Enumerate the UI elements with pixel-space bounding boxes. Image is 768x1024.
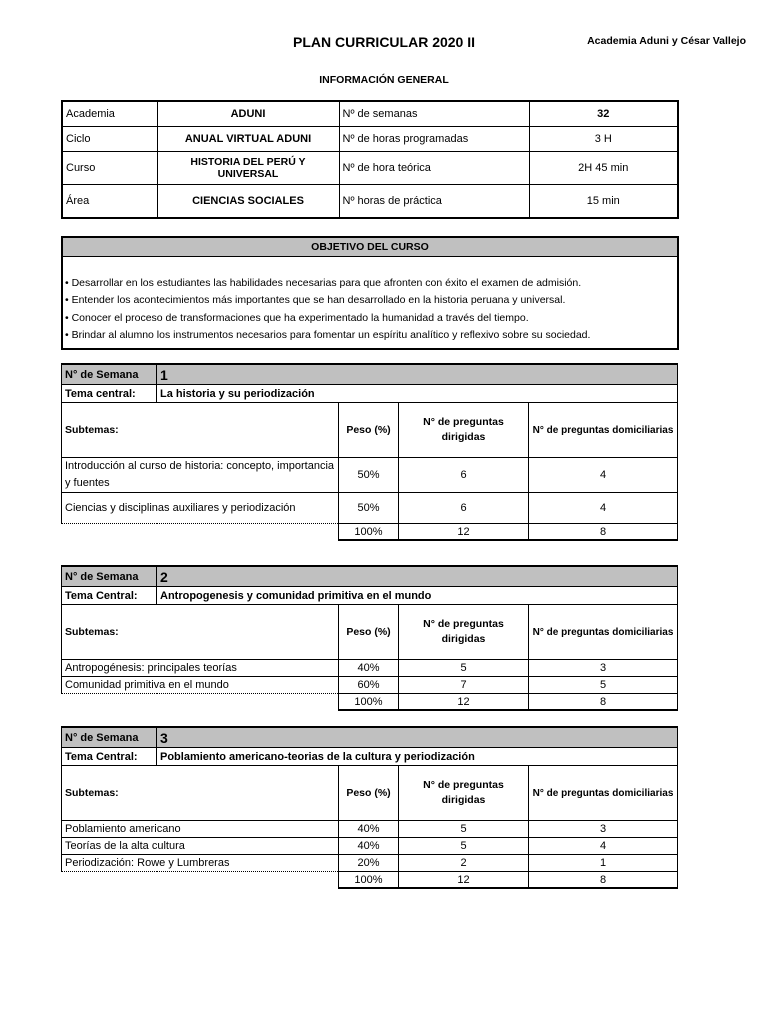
subtopic-cell: Introducción al curso de historia: concepto, importancia y fuentes	[62, 458, 339, 493]
weight-header: Peso (%)	[339, 403, 399, 458]
column-header-row	[62, 605, 678, 660]
weight-cell: 40%	[339, 660, 399, 677]
tema-row	[62, 748, 678, 766]
home-cell: 4	[529, 493, 678, 524]
tema-row	[62, 587, 678, 605]
info-label: Área	[62, 185, 157, 219]
table-row	[62, 493, 678, 524]
tema-row	[62, 385, 678, 403]
tema-value: Poblamiento americano-teorias de la cultura y periodización	[157, 748, 678, 766]
info-value: ANUAL VIRTUAL ADUNI	[157, 127, 339, 152]
weight-cell: 40%	[339, 838, 399, 855]
weight-cell: 50%	[339, 493, 399, 524]
directed-cell: 7	[399, 677, 529, 694]
home-cell: 1	[529, 855, 678, 872]
directed-cell: 6	[399, 458, 529, 493]
home-header: N° de preguntas domiciliarias	[529, 605, 678, 660]
objective-list	[63, 257, 677, 344]
tema-value: Antropogenesis y comunidad primitiva en el mundo	[157, 587, 678, 605]
objective-item: • Conocer el proceso de transformaciones que ha experimentado la humanidad a través del tiempo.	[65, 311, 529, 324]
column-header-row	[62, 403, 678, 458]
directed-cell: 5	[399, 821, 529, 838]
info-value: ADUNI	[157, 101, 339, 127]
info-row	[62, 101, 678, 127]
academy-name: Academia Aduni y César Vallejo	[587, 35, 746, 47]
weight-cell: 60%	[339, 677, 399, 694]
weight-header: Peso (%)	[339, 766, 399, 821]
subtopic-cell: Ciencias y disciplinas auxiliares y periodización	[62, 493, 339, 524]
week-2-table	[61, 565, 678, 711]
weight-cell: 20%	[339, 855, 399, 872]
table-row	[62, 821, 678, 838]
section-title-general-info: INFORMACIÓN GENERAL	[319, 74, 449, 86]
week-label: N° de Semana	[62, 364, 157, 385]
subtopic-cell: Poblamiento americano	[62, 821, 339, 838]
column-header-row	[62, 766, 678, 821]
info-label: Curso	[62, 152, 157, 185]
info-row	[62, 127, 678, 152]
subtopic-cell: Comunidad primitiva en el mundo	[62, 677, 339, 694]
total-weight: 100%	[339, 694, 399, 711]
table-row	[62, 855, 678, 872]
tema-label: Tema Central:	[62, 587, 157, 605]
info-value: 3 H	[529, 127, 678, 152]
info-value: 2H 45 min	[529, 152, 678, 185]
tema-label: Tema Central:	[62, 748, 157, 766]
info-label: Nº de horas programadas	[339, 127, 529, 152]
weight-cell: 40%	[339, 821, 399, 838]
total-weight: 100%	[339, 524, 399, 541]
info-row	[62, 185, 678, 219]
weight-cell: 50%	[339, 458, 399, 493]
tema-label: Tema central:	[62, 385, 157, 403]
home-header: N° de preguntas domiciliarias	[529, 766, 678, 821]
subtopics-header: Subtemas:	[62, 605, 339, 660]
total-row	[62, 524, 678, 541]
week-3-table	[61, 726, 678, 889]
week-number: 1	[157, 364, 678, 385]
directed-header: N° de preguntas dirigidas	[399, 766, 529, 821]
table-row	[62, 660, 678, 677]
tema-value: La historia y su periodización	[157, 385, 678, 403]
home-cell: 4	[529, 458, 678, 493]
info-label: Nº de hora teórica	[339, 152, 529, 185]
info-value: CIENCIAS SOCIALES	[157, 185, 339, 219]
total-row	[62, 694, 678, 711]
directed-cell: 6	[399, 493, 529, 524]
objective-title: OBJETIVO DEL CURSO	[63, 238, 677, 257]
total-home: 8	[529, 524, 678, 541]
week-number: 2	[157, 566, 678, 587]
table-row	[62, 677, 678, 694]
subtopic-cell: Teorías de la alta cultura	[62, 838, 339, 855]
total-home: 8	[529, 872, 678, 889]
objective-item: • Brindar al alumno los instrumentos necesarios para fomentar un espíritu analítico y reflexivo sobre su sociedad.	[65, 328, 591, 341]
total-directed: 12	[399, 872, 529, 889]
course-objective	[61, 236, 679, 350]
info-label: Ciclo	[62, 127, 157, 152]
objective-item: • Desarrollar en los estudiantes las habilidades necesarias para que afronten con éxito el examen de admisión.	[65, 277, 582, 289]
total-row	[62, 872, 678, 889]
total-home: 8	[529, 694, 678, 711]
directed-cell: 2	[399, 855, 529, 872]
subtopic-cell: Periodización: Rowe y Lumbreras	[62, 855, 339, 872]
week-1-table	[61, 363, 678, 541]
directed-header: N° de preguntas dirigidas	[399, 403, 529, 458]
subtopic-cell: Antropogénesis: principales teorías	[62, 660, 339, 677]
directed-cell: 5	[399, 660, 529, 677]
directed-cell: 5	[399, 838, 529, 855]
directed-header: N° de preguntas dirigidas	[399, 605, 529, 660]
home-header: N° de preguntas domiciliarias	[529, 403, 678, 458]
table-row	[62, 838, 678, 855]
home-cell: 4	[529, 838, 678, 855]
week-label: N° de Semana	[62, 727, 157, 748]
week-header	[62, 727, 678, 748]
info-row	[62, 152, 678, 185]
info-label: Academia	[62, 101, 157, 127]
week-header	[62, 566, 678, 587]
general-info-table	[61, 100, 679, 219]
weight-header: Peso (%)	[339, 605, 399, 660]
info-value: 32	[529, 101, 678, 127]
week-number: 3	[157, 727, 678, 748]
total-weight: 100%	[339, 872, 399, 889]
total-directed: 12	[399, 524, 529, 541]
objective-item: • Entender los acontecimientos más importantes que se han desarrollado en la historia peruana y universal.	[65, 294, 566, 307]
subtopics-header: Subtemas:	[62, 766, 339, 821]
info-value: HISTORIA DEL PERÚ Y UNIVERSAL	[157, 152, 339, 185]
week-label: N° de Semana	[62, 566, 157, 587]
week-header	[62, 364, 678, 385]
home-cell: 5	[529, 677, 678, 694]
home-cell: 3	[529, 660, 678, 677]
info-value: 15 min	[529, 185, 678, 219]
table-row	[62, 458, 678, 493]
subtopics-header: Subtemas:	[62, 403, 339, 458]
page-title: PLAN CURRICULAR 2020 II	[292, 34, 476, 50]
home-cell: 3	[529, 821, 678, 838]
info-label: Nº horas de práctica	[339, 185, 529, 219]
total-directed: 12	[399, 694, 529, 711]
info-label: Nº de semanas	[339, 101, 529, 127]
